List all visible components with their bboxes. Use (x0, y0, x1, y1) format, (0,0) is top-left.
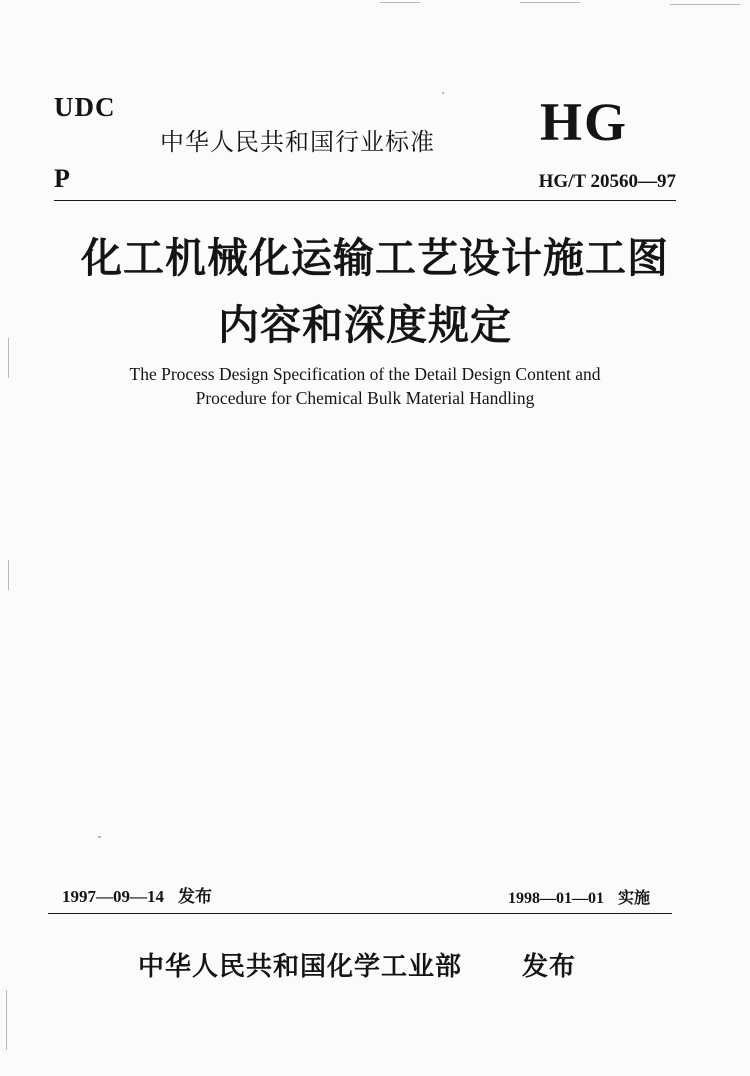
title-zh-line2: 内容和深度规定 (218, 301, 512, 349)
title-en-line2: Procedure for Chemical Bulk Material Handling (195, 388, 535, 408)
scan-mark (8, 338, 9, 378)
scan-mark (6, 990, 7, 1050)
hg-logo: HG (540, 92, 629, 152)
scan-mark (520, 2, 580, 3)
implementation-label: 实施 (617, 888, 650, 907)
release-date: 1997—09—14 (62, 887, 164, 906)
scan-mark (98, 836, 101, 838)
issuer-top: 中华人民共和国行业标准 (160, 128, 435, 156)
release-label: 发布 (178, 887, 212, 907)
implementation-date: 1998—01—01 (507, 890, 604, 907)
implementation-date-row (508, 885, 650, 908)
publish-label: 发布 (522, 952, 577, 982)
scan-mark (442, 92, 444, 94)
title-zh-line1: 化工机械化运输工艺设计施工图 (81, 234, 669, 282)
scan-mark (670, 4, 740, 5)
scan-mark (8, 560, 9, 590)
top-divider (54, 200, 676, 201)
scan-mark (380, 2, 420, 3)
class-code: P (54, 164, 70, 193)
standard-number: HG/T 20560—97 (538, 171, 676, 192)
bottom-divider (48, 913, 672, 914)
udc-label: UDC (54, 92, 116, 122)
title-en-line1: The Process Design Specification of the Detail Design Content and (129, 364, 601, 384)
release-date-row (62, 882, 212, 907)
issuer-bottom: 中华人民共和国化学工业部 (138, 952, 463, 982)
